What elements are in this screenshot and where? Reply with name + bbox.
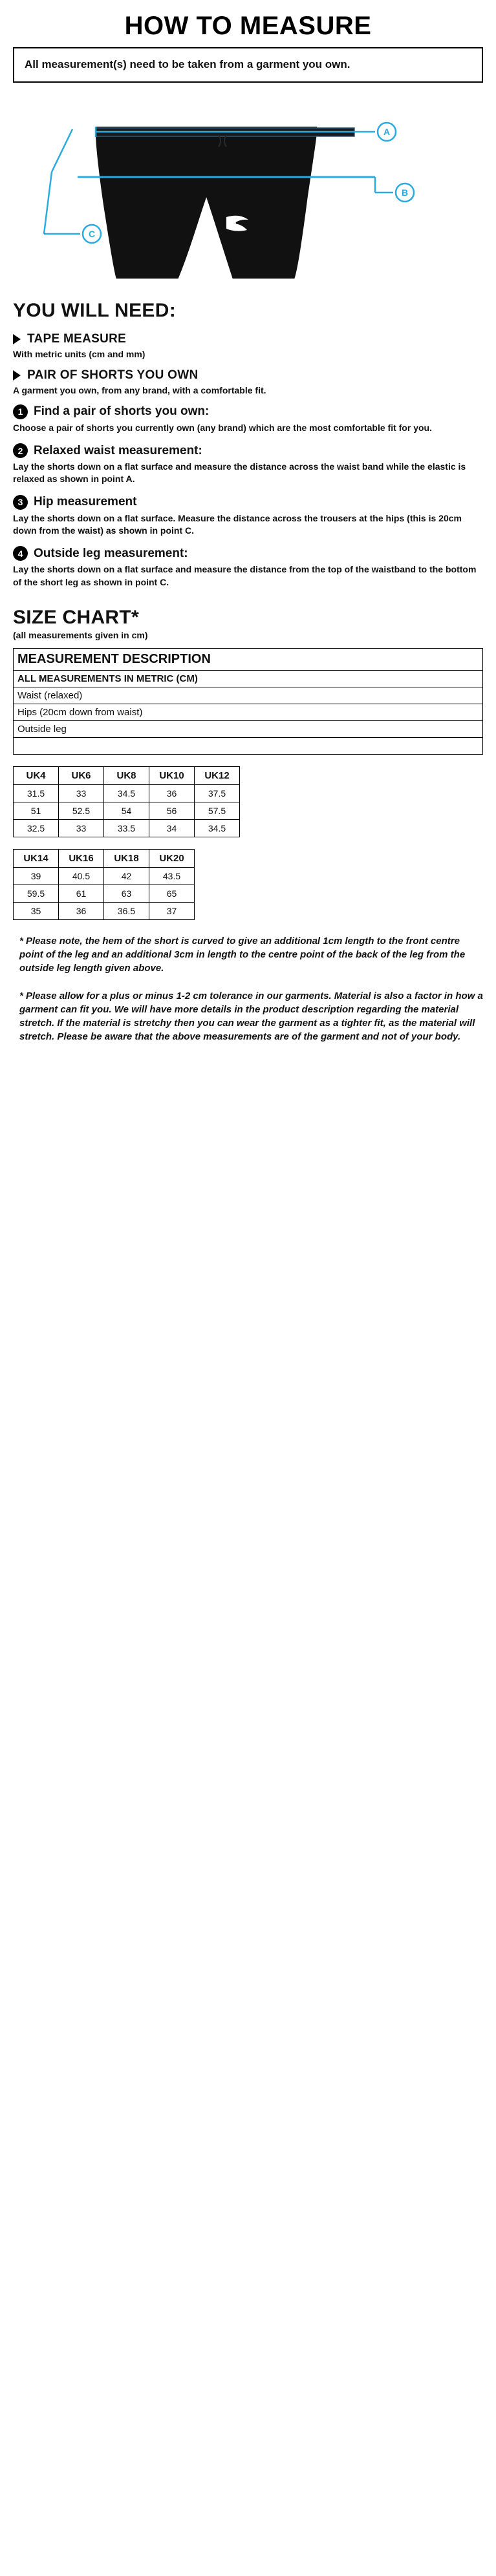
table-row (14, 687, 483, 704)
measurement-row-outside-leg: Outside leg (14, 720, 483, 737)
cell: 56 (149, 802, 195, 819)
step-body: Lay the shorts down on a flat surface and measure the distance from the top of the waistband to the bottom of the short leg as shown in point C. (13, 564, 477, 587)
label-c: C (88, 228, 96, 239)
step-body: Lay the shorts down on a flat surface. Measure the distance across the trousers at the hips (this is 20cm down from the waist) as shown in point C. (13, 512, 462, 536)
cell: 39 (14, 867, 59, 885)
step-number: 2 (13, 443, 28, 458)
step-body: Lay the shorts down on a flat surface and measure the distance across the waist band while the elastic is relaxed as shown in point A. (13, 461, 466, 485)
brand-letter: S (230, 216, 237, 227)
table-row (14, 885, 195, 902)
cell: 43.5 (149, 867, 195, 885)
table-header-row (14, 766, 240, 784)
cell: 61 (59, 885, 104, 902)
step-number: 4 (13, 546, 28, 561)
need-item-shorts (13, 368, 483, 397)
step-title: Relaxed waist measurement: (34, 443, 202, 457)
notice-box: All measurement(s) need to be taken from a garment you own. (13, 47, 483, 83)
size-header-uk20: UK20 (149, 849, 195, 867)
need-body: With metric units (cm and mm) (13, 348, 146, 359)
cell: 33 (59, 784, 104, 802)
size-header-uk8: UK8 (104, 766, 149, 784)
table-row (14, 902, 195, 919)
table-row (14, 737, 483, 754)
step-1 (13, 404, 483, 434)
measurement-row-waist: Waist (relaxed) (14, 687, 483, 704)
step-number: 3 (13, 495, 28, 510)
measurement-description-header: MEASUREMENT DESCRIPTION (14, 648, 483, 670)
line-c (44, 172, 52, 234)
measurement-row-empty (14, 737, 483, 754)
table-row (14, 819, 240, 837)
triangle-bullet-icon (13, 370, 21, 381)
table-row (14, 802, 240, 819)
table-row (14, 670, 483, 687)
cell: 31.5 (14, 784, 59, 802)
size-table-uk4-uk12 (13, 766, 240, 837)
cell: 37.5 (195, 784, 240, 802)
step-number: 1 (13, 404, 28, 419)
need-body: A garment you own, from any brand, with a comfortable fit. (13, 384, 266, 395)
label-a: A (383, 126, 391, 137)
cell: 36 (149, 784, 195, 802)
need-title: PAIR OF SHORTS YOU OWN (27, 368, 199, 382)
table-row (14, 704, 483, 720)
cell: 40.5 (59, 867, 104, 885)
cell: 42 (104, 867, 149, 885)
step-3 (13, 495, 483, 538)
cell: 54 (104, 802, 149, 819)
measurement-description-subheader: ALL MEASUREMENTS IN METRIC (CM) (14, 670, 483, 687)
cell: 32.5 (14, 819, 59, 837)
cell: 34.5 (195, 819, 240, 837)
size-header-uk4: UK4 (14, 766, 59, 784)
step-2 (13, 443, 483, 486)
measurement-row-hips: Hips (20cm down from waist) (14, 704, 483, 720)
measure-guide-page (0, 12, 496, 1043)
cell: 33 (59, 819, 104, 837)
step-title: Outside leg measurement: (34, 546, 188, 560)
cell: 35 (14, 902, 59, 919)
step-4 (13, 546, 483, 589)
shorts-diagram-svg (13, 94, 483, 282)
step-title: Find a pair of shorts you own: (34, 404, 210, 419)
table-row (14, 867, 195, 885)
size-header-uk12: UK12 (195, 766, 240, 784)
cell: 37 (149, 902, 195, 919)
size-header-uk6: UK6 (59, 766, 104, 784)
line-c-top (52, 129, 72, 172)
cell: 33.5 (104, 819, 149, 837)
size-table-uk14-uk20 (13, 849, 195, 920)
footnote-hem: * Please note, the hem of the short is curved to give an additional 1cm length to the front centre point of the leg and an additional 3cm in length to the centre point of the back of the leg from the outside leg length given above. (19, 935, 466, 974)
cell: 57.5 (195, 802, 240, 819)
cell: 36 (59, 902, 104, 919)
table-row (14, 784, 240, 802)
cell: 59.5 (14, 885, 59, 902)
page-title: HOW TO MEASURE (124, 12, 372, 40)
shorts-illustration (96, 127, 354, 278)
table-header-row (14, 849, 195, 867)
cell: 63 (104, 885, 149, 902)
step-body: Choose a pair of shorts you currently own (any brand) which are the most comfortable fit for you. (13, 422, 432, 433)
table-row (14, 720, 483, 737)
triangle-bullet-icon (13, 334, 21, 344)
size-header-uk18: UK18 (104, 849, 149, 867)
size-chart-heading: SIZE CHART* (13, 606, 139, 628)
size-header-uk16: UK16 (59, 849, 104, 867)
shorts-diagram (13, 94, 483, 282)
size-header-uk14: UK14 (14, 849, 59, 867)
cell: 51 (14, 802, 59, 819)
size-header-uk10: UK10 (149, 766, 195, 784)
need-title: TAPE MEASURE (27, 331, 127, 346)
cell: 65 (149, 885, 195, 902)
need-item-tape-measure (13, 332, 483, 361)
size-chart-subheading: (all measurements given in cm) (13, 629, 148, 640)
measurement-description-table (13, 648, 483, 755)
cell: 36.5 (104, 902, 149, 919)
cell: 34.5 (104, 784, 149, 802)
you-will-need-heading: YOU WILL NEED: (13, 299, 176, 321)
cell: 52.5 (59, 802, 104, 819)
table-row (14, 648, 483, 670)
step-title: Hip measurement (34, 495, 137, 509)
cell: 34 (149, 819, 195, 837)
footnote-tolerance: * Please allow for a plus or minus 1-2 cm tolerance in our garments. Material is also a factor in how a garment can fit you. We will have more details in the product description regarding the material stretch. If the material is stretchy then you can wear the garment as a tighter fit, as the material will stretch. Please be aware that the above measurements are of the garment and not of your body. (19, 990, 483, 1042)
label-b: B (401, 187, 409, 198)
